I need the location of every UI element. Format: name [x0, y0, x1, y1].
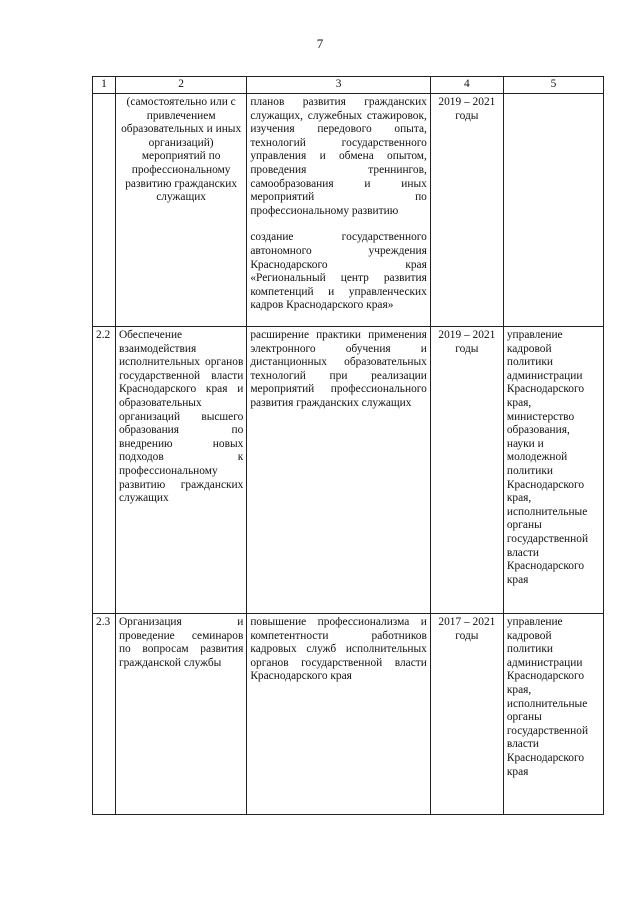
header-cell-event: 2 [115, 77, 246, 94]
result-paragraph: создание государственного автономного учреждения Краснодарского края «Региональный центр развития компетенций и управленческих кадров Краснодарского края» [250, 231, 427, 312]
table-row [93, 327, 604, 614]
row-number: 2.3 [93, 614, 116, 815]
row-number [93, 94, 116, 327]
header-cell-period: 4 [430, 77, 503, 94]
table-header-row [93, 77, 604, 94]
event-cell: (самостоятельно или с привлечением образовательных и иных организаций) мероприятий по профессиональному развитию гражданских служащих [115, 94, 246, 327]
table-row [93, 94, 604, 327]
row-number: 2.2 [93, 327, 116, 614]
table-row [93, 614, 604, 815]
event-cell: Организация и проведение семинаров по вопросам развития гражданской службы [115, 614, 246, 815]
header-cell-result: 3 [247, 77, 431, 94]
result-cell: повышение профессионализма и компетентности работников кадровых служб исполнительных органов государственной власти Краснодарского края [247, 614, 431, 815]
period-cell: 2017 – 2021 годы [430, 614, 503, 815]
header-cell-number: 1 [93, 77, 116, 94]
responsible-cell: управление кадровой политики администрации Краснодарского края, исполнительные органы государственной власти Краснодарского края [503, 614, 603, 815]
period-cell: 2019 – 2021 годы [430, 94, 503, 327]
header-cell-responsible: 5 [503, 77, 603, 94]
page-number: 7 [316, 36, 324, 51]
activity-plan-table [92, 76, 604, 815]
responsible-cell: управление кадровой политики администрации Краснодарского края, министерство образования, науки и молодежной политики Краснодарского края, исполнительные органы государственной власти Краснодарского края [503, 327, 603, 614]
result-cell [247, 94, 431, 327]
result-cell: расширение практики применения электронного обучения и дистанционных образовательных технологий при реализации мероприятий профессионального развития гражданских служащих [247, 327, 431, 614]
event-cell: Обеспечение взаимодействия исполнительных органов государственной власти Краснодарского края и образовательных организаций высшего образования по внедрению новых подходов к профессиональному развитию гражданских служащих [115, 327, 246, 614]
period-cell: 2019 – 2021 годы [430, 327, 503, 614]
responsible-cell [503, 94, 603, 327]
result-paragraph: планов развития гражданских служащих, служебных стажировок, изучения передового опыта, технологий государственного управления и обмена опытом, проведения треннингов, самообразования и иных мероприятий по профессиональному развитию [250, 96, 427, 217]
